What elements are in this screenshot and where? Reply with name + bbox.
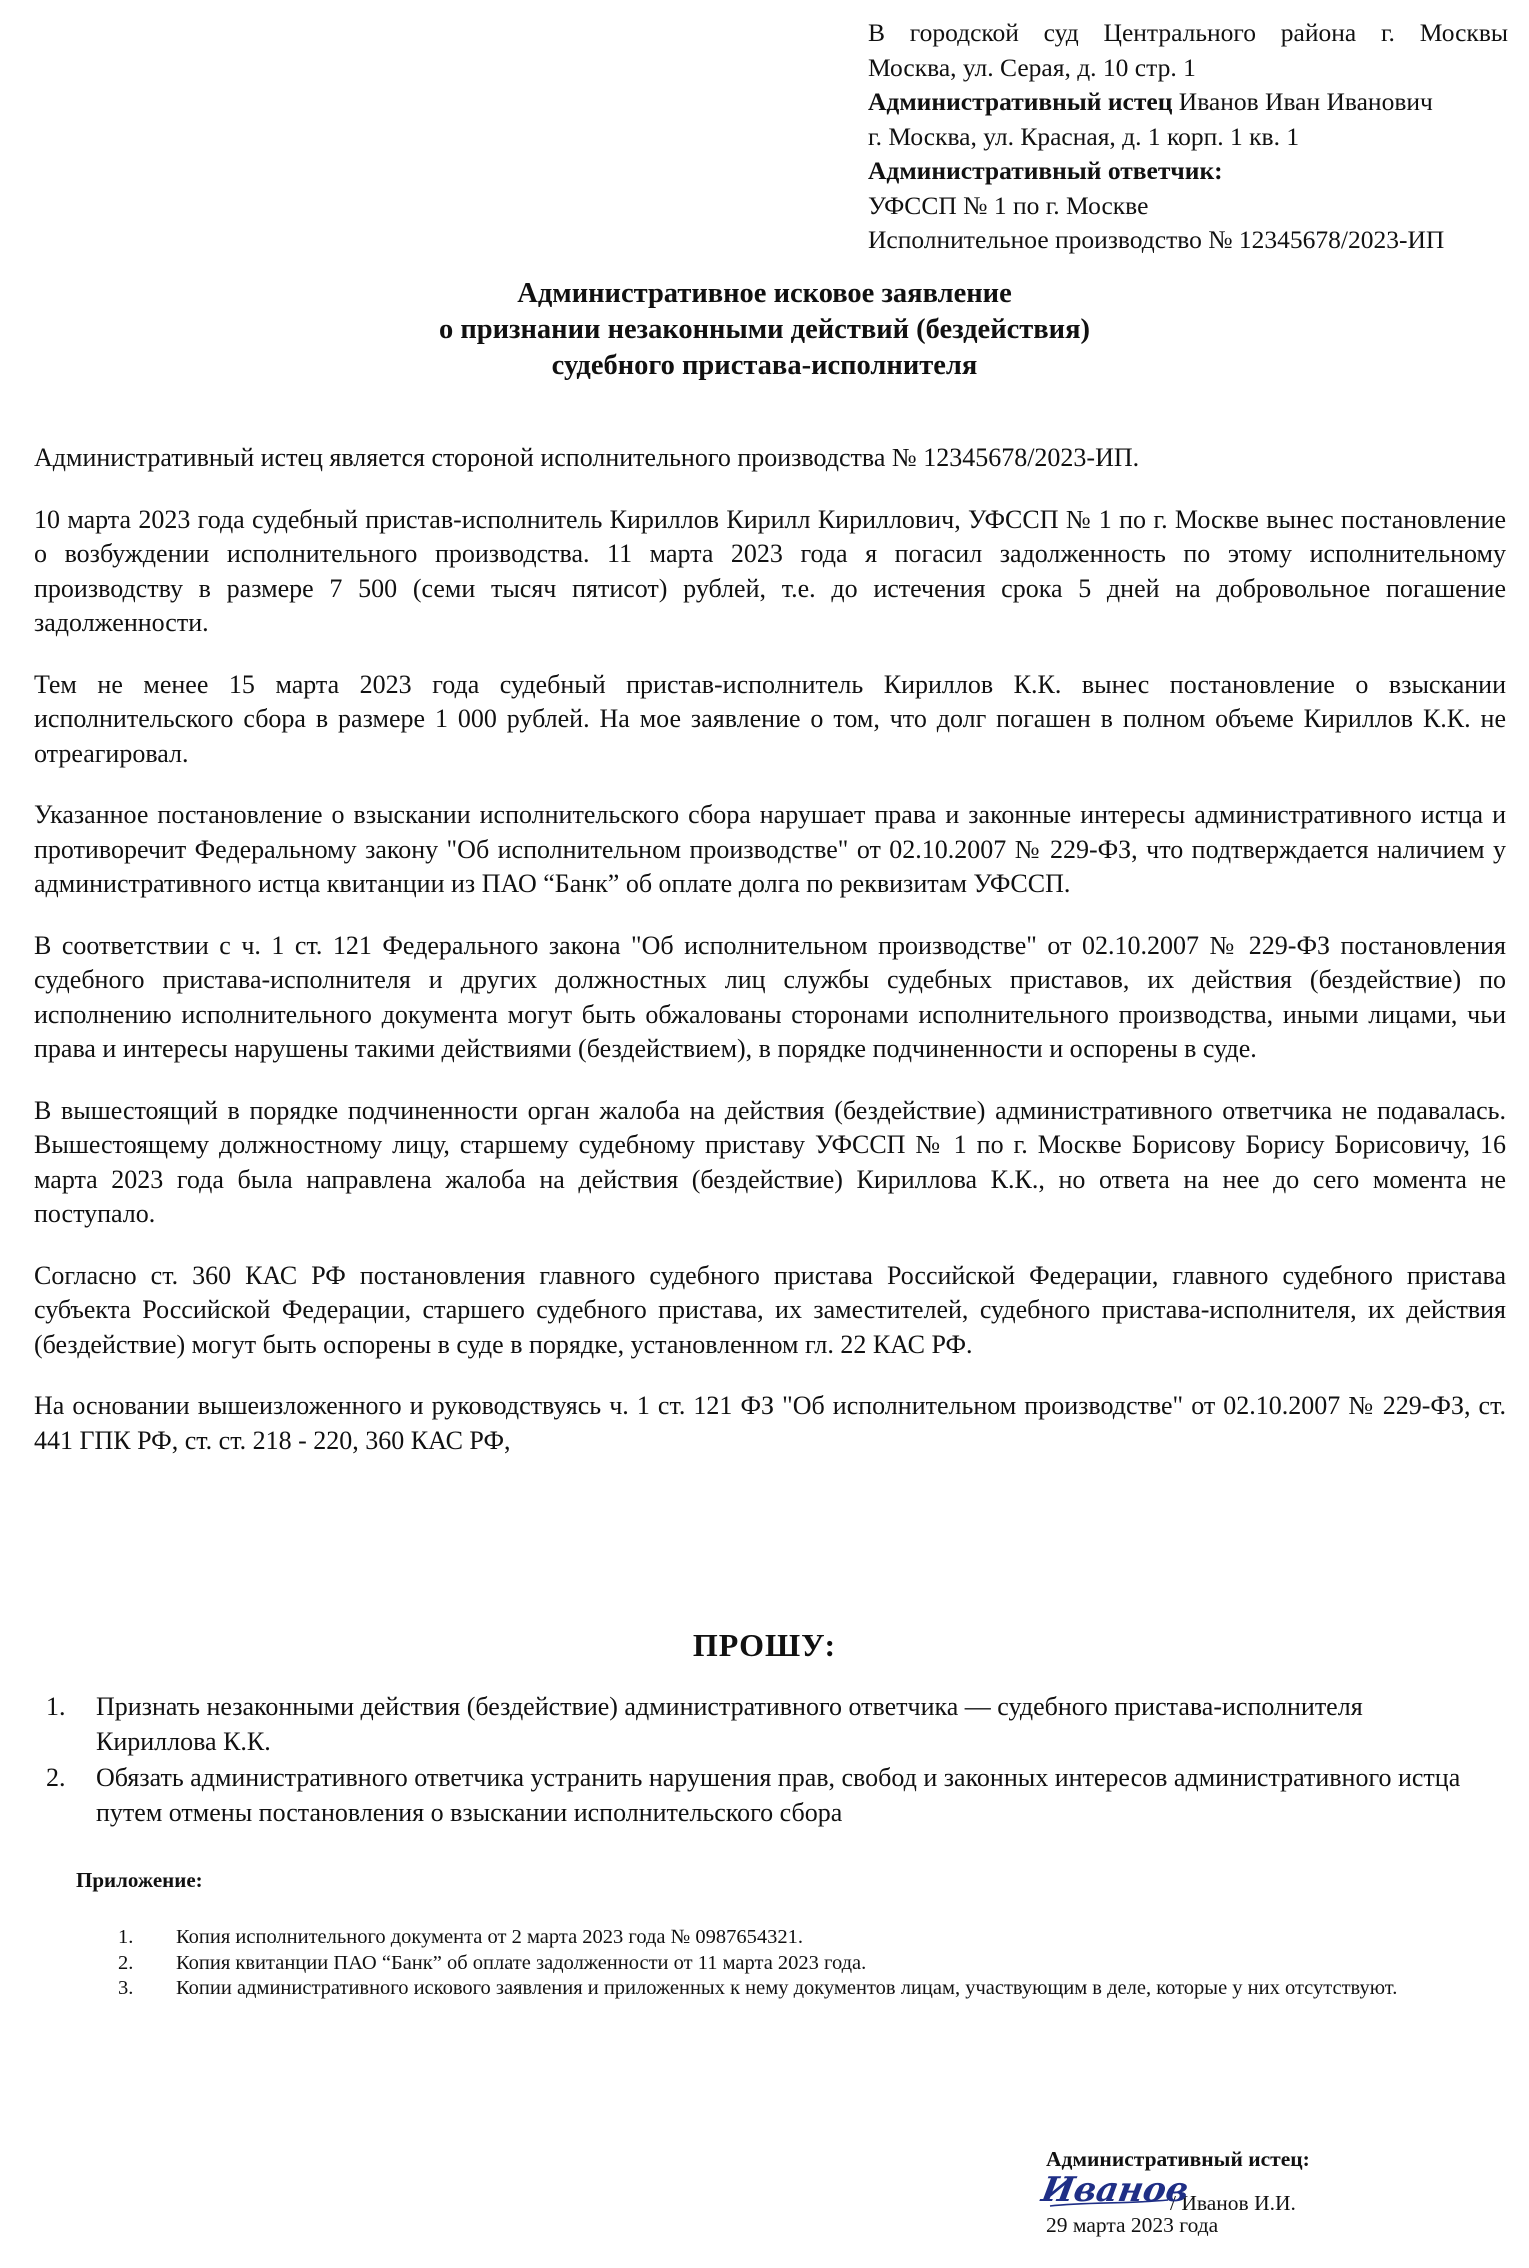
plaintiff-label: Административный истец xyxy=(868,87,1173,116)
paragraph-1: Административный истец является стороной исполнительного производства № 12345678/2023-ИП. xyxy=(34,443,1140,472)
request-list xyxy=(34,1690,1474,1832)
case-number: Исполнительное производство № 12345678/2023-ИП xyxy=(868,225,1445,254)
paragraph-8: На основании вышеизложенного и руководствуясь ч. 1 ст. 121 ФЗ "Об исполнительном производстве" от 02.10.2007 № 229-ФЗ, ст. 441 ГПК РФ, ст. ст. 218 - 220, 360 КАС РФ, xyxy=(34,1391,1506,1455)
request-item-number: 1. xyxy=(46,1692,66,1721)
signature-name: / Иванов И.И. xyxy=(1170,2191,1296,2215)
appendix-heading: Приложение: xyxy=(76,1868,203,1892)
signature-label: Административный истец: xyxy=(1046,2147,1310,2171)
paragraph-3: Тем не менее 15 марта 2023 года судебный пристав-исполнитель Кириллов К.К. вынес постановление о взыскании исполнительского сбора в размере 1 000 рублей. На мое заявление о том, что долг погашен в полном объеме Кириллов К.К. не отреагировал. xyxy=(34,669,1506,768)
appendix-list xyxy=(118,1925,1506,2002)
paragraph-6: В вышестоящий в порядке подчиненности орган жалоба на действия (бездействие) административного ответчика не подавалась. Вышестоящему должностному лицу, старшему судебному приставу УФССП № 1 по г. Москве Борисову Борису Борисовичу, 16 марта 2023 года была направлена жалоба на действия (бездействие) Кириллова К.К., но ответа на нее до сего момента не поступало. xyxy=(34,1095,1506,1228)
request-item xyxy=(34,1690,1474,1759)
court-address: Москва, ул. Серая, д. 10 стр. 1 xyxy=(868,52,1196,82)
appendix-item-number: 2. xyxy=(118,1951,134,1974)
request-item xyxy=(34,1761,1474,1830)
title-line-1: Административное исковое заявление xyxy=(517,278,1012,309)
appendix-item xyxy=(118,1925,1506,1951)
paragraph-7: Согласно ст. 360 КАС РФ постановления главного судебного пристава Российской Федерации, главного судебного пристава субъекта Российской Федерации, старшего судебного пристава, их заместителей, судебного пристава-исполнителя, их действия (бездействие) могут быть оспорены в суде в порядке, установленном гл. 22 КАС РФ. xyxy=(34,1260,1506,1359)
appendix-item xyxy=(118,1951,1506,1977)
title-line-2: о признании незаконными действий (бездействия) xyxy=(438,314,1090,345)
request-item-text: Обязать административного ответчика устранить нарушения прав, свобод и законных интересов административного истца путем отмены постановления о взыскании исполнительского сбора xyxy=(96,1763,1461,1827)
court-name: В городской суд Центрального района г. Москвы xyxy=(868,18,1508,47)
appendix-item-text: Копии административного искового заявления и приложенных к нему документов лицам, участвующим в деле, которые у них отсутствуют. xyxy=(176,1977,1398,1999)
request-item-number: 2. xyxy=(46,1763,66,1792)
svg-text:Иванов: Иванов xyxy=(1038,2170,1192,2210)
appendix-item-text: Копия исполнительного документа от 2 марта 2023 года № 0987654321. xyxy=(176,1926,803,1948)
appendix-item-number: 1. xyxy=(118,1926,134,1948)
plaintiff-address: г. Москва, ул. Красная, д. 1 корп. 1 кв. 1 xyxy=(868,121,1300,151)
plaintiff-name: Иванов Иван Иванович xyxy=(1172,87,1433,116)
document-title xyxy=(0,276,1529,384)
request-item-text: Признать незаконными действия (бездействие) административного ответчика — судебного пристава-исполнителя Кириллова К.К. xyxy=(96,1692,1363,1756)
addressee-block xyxy=(868,16,1508,258)
appendix-item-text: Копия квитанции ПАО “Банк” об оплате задолженности от 11 марта 2023 года. xyxy=(176,1951,867,1974)
signature-row xyxy=(1038,2170,1506,2215)
appendix-item xyxy=(118,1976,1506,2002)
plaintiff-line xyxy=(868,85,1508,120)
signature-date: 29 марта 2023 года xyxy=(1046,2213,1219,2237)
signature-block xyxy=(1038,2144,1506,2240)
handwritten-signature xyxy=(1038,2170,1192,2210)
respondent-name: УФССП № 1 по г. Москве xyxy=(868,190,1149,220)
paragraph-4: Указанное постановление о взыскании исполнительского сбора нарушает права и законные интересы административного истца и противоречит Федеральному закону "Об исполнительном производстве" от 02.10.2007 № 229-ФЗ, что подтверждается наличием у административного истца квитанции из ПАО “Банк” об оплате долга по реквизитам УФССП. xyxy=(34,800,1506,898)
title-line-3: судебного пристава-исполнителя xyxy=(551,350,978,381)
request-heading: ПРОШУ: xyxy=(692,1627,837,1663)
paragraph-2: 10 марта 2023 года судебный пристав-исполнитель Кириллов Кирилл Кириллович, УФССП № 1 по г. Москве вынес постановление о возбуждении исполнительного производства. 11 марта 2023 года я погасил задолженность по этому исполнительному производству в размере 7 500 (семи тысяч пятисот) рублей, т.е. до истечения срока 5 дней на добровольное погашение задолженности. xyxy=(34,504,1506,637)
paragraph-5: В соответствии с ч. 1 ст. 121 Федерального закона "Об исполнительном производстве" от 02.10.2007 № 229-ФЗ постановления судебного пристава-исполнителя и других должностных лиц службы судебных приставов, их действия (бездействие) по исполнению исполнительного документа могут быть обжалованы сторонами исполнительного производства, иными лицами, чьи права и интересы нарушены такими действиями (бездействием), в порядке подчиненности и оспорены в суде. xyxy=(34,930,1506,1063)
appendix-item-number: 3. xyxy=(118,1977,134,1999)
respondent-label: Административный ответчик: xyxy=(868,156,1223,185)
claim-body xyxy=(34,441,1506,1485)
